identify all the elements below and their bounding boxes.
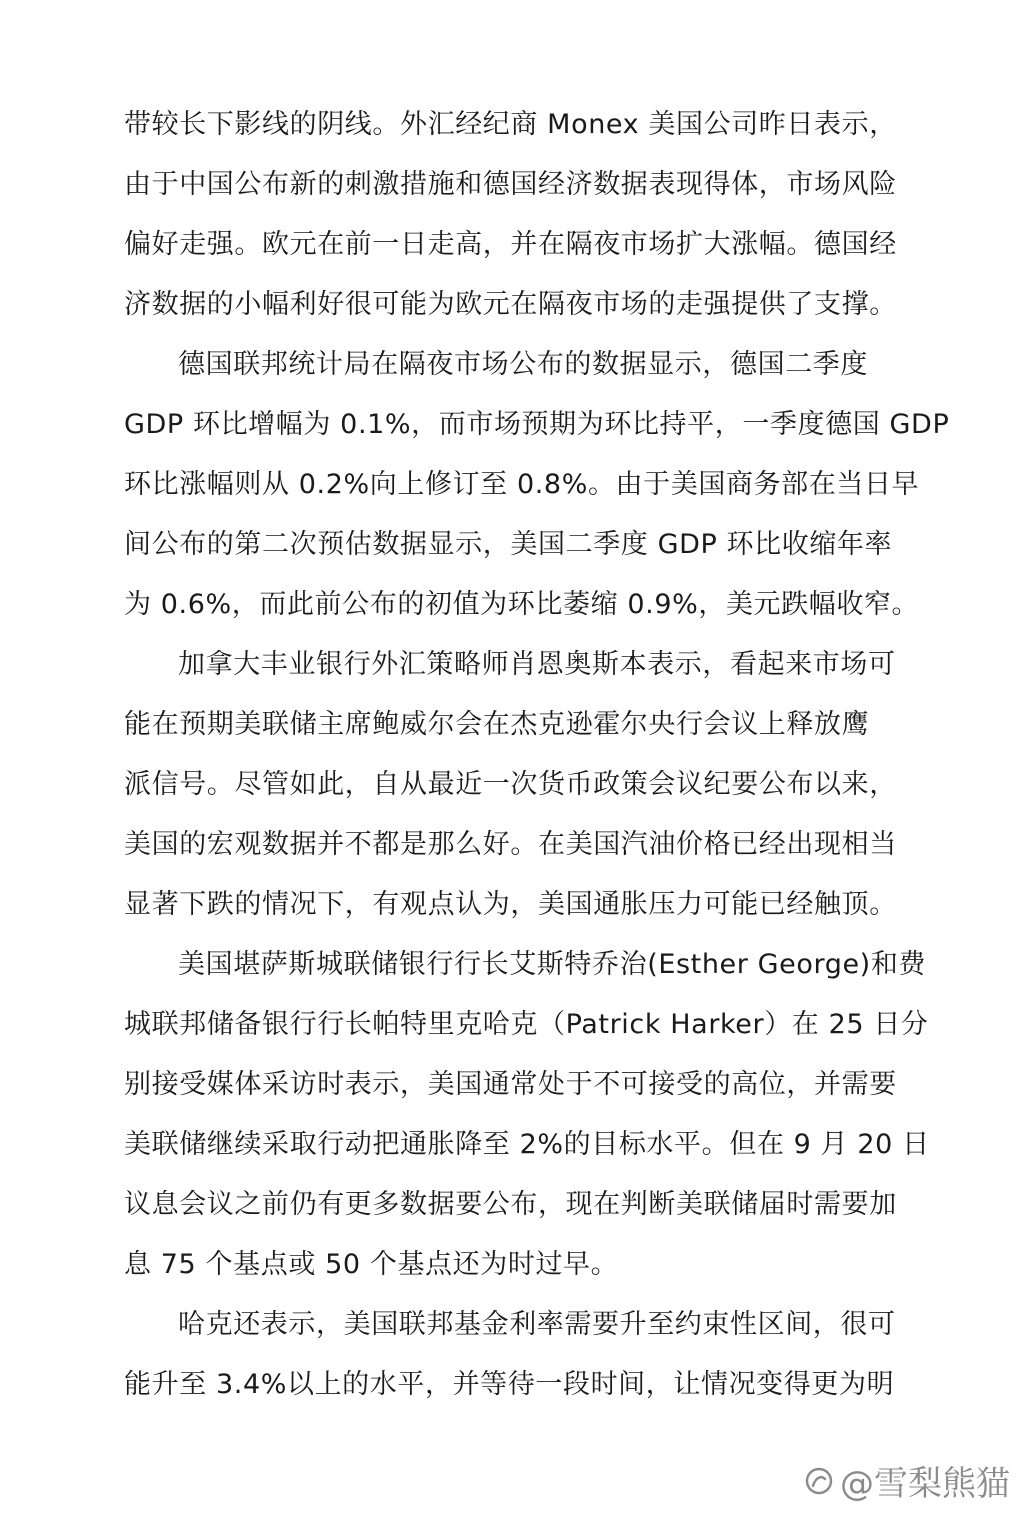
text-line: 显著下跌的情况下，有观点认为，美国通胀压力可能已经触顶。 [124,889,897,920]
text-line: 能升至 3.4%以上的水平，并等待一段时间，让情况变得更为明 [124,1369,895,1400]
text-line: 美联储继续采取行动把通胀降至 2%的目标水平。但在 9 月 20 日 [124,1129,930,1160]
text-line: 由于中国公布新的刺激措施和德国经济数据表现得体，市场风险 [124,169,897,200]
text-line: 哈克还表示，美国联邦基金利率需要升至约束性区间，很可 [178,1309,896,1340]
text-line: 城联邦储备银行行长帕特里克哈克（Patrick Harker）在 25 日分 [124,1009,929,1040]
watermark-text: @雪梨熊猫 [840,1463,1010,1504]
text-line: 带较长下影线的阴线。外汇经纪商 Monex 美国公司昨日表示， [124,109,897,140]
text-line: 议息会议之前仍有更多数据要公布，现在判断美联储届时需要加 [124,1189,897,1220]
text-line: 美国堪萨斯城联储银行行长艾斯特乔治(Esther George)和费 [178,949,927,980]
text-line: 加拿大丰业银行外汇策略师肖恩奥斯本表示，看起来市场可 [178,649,896,680]
text-line: 能在预期美联储主席鲍威尔会在杰克逊霍尔央行会议上释放鹰 [124,709,870,740]
text-line: 息 75 个基点或 50 个基点还为时过早。 [124,1249,619,1280]
text-line: GDP 环比增幅为 0.1%，而市场预期为环比持平，一季度德国 GDP [124,409,950,440]
text-line: 济数据的小幅利好很可能为欧元在隔夜市场的走强提供了支撑。 [124,289,897,320]
text-line: 环比涨幅则从 0.2%向上修订至 0.8%。由于美国商务部在当日早 [124,469,920,500]
text-line: 派信号。尽管如此，自从最近一次货币政策会议纪要公布以来， [124,769,897,800]
text-line: 间公布的第二次预估数据显示，美国二季度 GDP 环比收缩年率 [124,529,893,560]
text-line: 别接受媒体采访时表示，美国通常处于不可接受的高位，并需要 [124,1069,897,1100]
text-line: 美国的宏观数据并不都是那么好。在美国汽油价格已经出现相当 [124,829,897,860]
watermark [804,1457,1010,1503]
text-line: 德国联邦统计局在隔夜市场公布的数据显示，德国二季度 [178,349,868,380]
snowball-logo-icon [804,1465,834,1495]
text-line: 为 0.6%，而此前公布的初值为环比萎缩 0.9%，美元跌幅收窄。 [124,589,920,620]
text-line: 偏好走强。欧元在前一日走高，并在隔夜市场扩大涨幅。德国经 [124,229,897,260]
